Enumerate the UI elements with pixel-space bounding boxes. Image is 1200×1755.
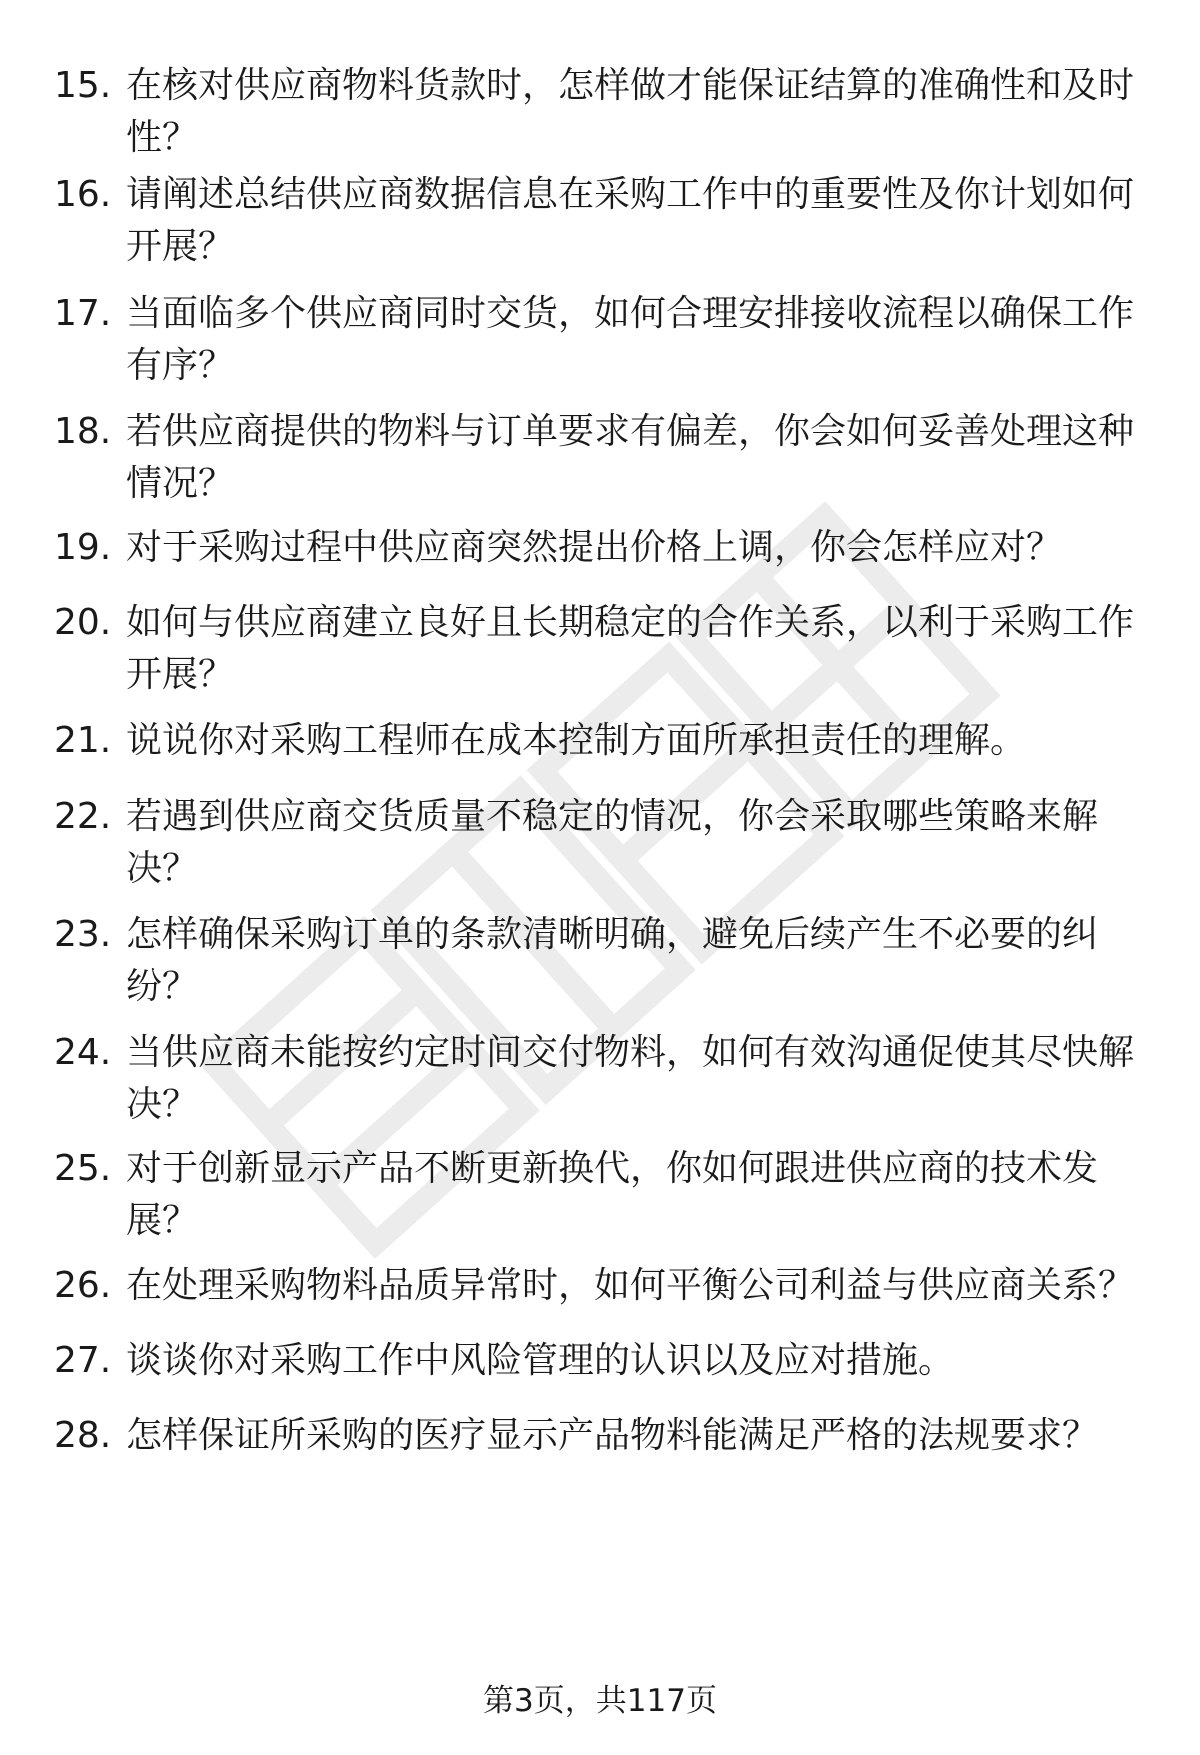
question-number: 17. bbox=[54, 293, 112, 334]
question-text: 当供应商未能按约定时间交付物料，如何有效沟通促使其尽快解决？ bbox=[126, 1032, 1135, 1125]
question-item bbox=[54, 791, 1154, 895]
question-text: 当面临多个供应商同时交货，如何合理安排接收流程以确保工作有序？ bbox=[126, 293, 1135, 386]
question-item bbox=[54, 715, 1154, 767]
question-number: 19. bbox=[54, 527, 112, 568]
question-text: 若遇到供应商交货质量不稳定的情况，你会采取哪些策略来解决？ bbox=[126, 796, 1099, 889]
question-number: 22. bbox=[54, 796, 112, 837]
question-item bbox=[54, 406, 1154, 510]
question-item bbox=[54, 288, 1154, 392]
question-text: 若供应商提供的物料与订单要求有偏差，你会如何妥善处理这种情况？ bbox=[126, 411, 1135, 504]
question-number: 27. bbox=[54, 1340, 112, 1381]
question-number: 25. bbox=[54, 1148, 112, 1189]
question-text: 谈谈你对采购工作中风险管理的认识以及应对措施。 bbox=[126, 1340, 955, 1381]
question-item bbox=[54, 1143, 1154, 1247]
question-text: 在处理采购物料品质异常时，如何平衡公司利益与供应商关系？ bbox=[126, 1265, 1135, 1306]
question-item bbox=[54, 1260, 1154, 1312]
question-text: 请阐述总结供应商数据信息在采购工作中的重要性及你计划如何开展？ bbox=[126, 174, 1135, 267]
question-number: 21. bbox=[54, 720, 112, 761]
question-item bbox=[54, 597, 1154, 701]
question-number: 18. bbox=[54, 411, 112, 452]
question-item bbox=[54, 1335, 1154, 1387]
question-number: 23. bbox=[54, 914, 112, 955]
question-number: 26. bbox=[54, 1265, 112, 1306]
question-text: 对于创新显示产品不断更新换代，你如何跟进供应商的技术发展？ bbox=[126, 1148, 1099, 1241]
question-item bbox=[54, 909, 1154, 1013]
page-footer bbox=[0, 1681, 1200, 1721]
question-item bbox=[54, 1027, 1154, 1131]
question-number: 24. bbox=[54, 1032, 112, 1073]
question-text: 怎样保证所采购的医疗显示产品物料能满足严格的法规要求？ bbox=[126, 1415, 1099, 1456]
question-text: 说说你对采购工程师在成本控制方面所承担责任的理解。 bbox=[126, 720, 1027, 761]
question-text: 怎样确保采购订单的条款清晰明确，避免后续产生不必要的纠纷？ bbox=[126, 914, 1099, 1007]
question-item bbox=[54, 1410, 1154, 1462]
question-number: 16. bbox=[54, 174, 112, 215]
question-number: 20. bbox=[54, 602, 112, 643]
question-text: 对于采购过程中供应商突然提出价格上调，你会怎样应对？ bbox=[126, 527, 1063, 568]
question-number: 15. bbox=[54, 65, 112, 106]
question-item bbox=[54, 522, 1154, 574]
question-item bbox=[54, 169, 1154, 273]
question-text: 在核对供应商物料货款时，怎样做才能保证结算的准确性和及时性？ bbox=[126, 65, 1135, 158]
question-item bbox=[54, 60, 1154, 164]
question-text: 如何与供应商建立良好且长期稳定的合作关系，以利于采购工作开展？ bbox=[126, 602, 1135, 695]
question-number: 28. bbox=[54, 1415, 112, 1456]
page-number-label: 第3页，共117页 bbox=[483, 1683, 717, 1719]
